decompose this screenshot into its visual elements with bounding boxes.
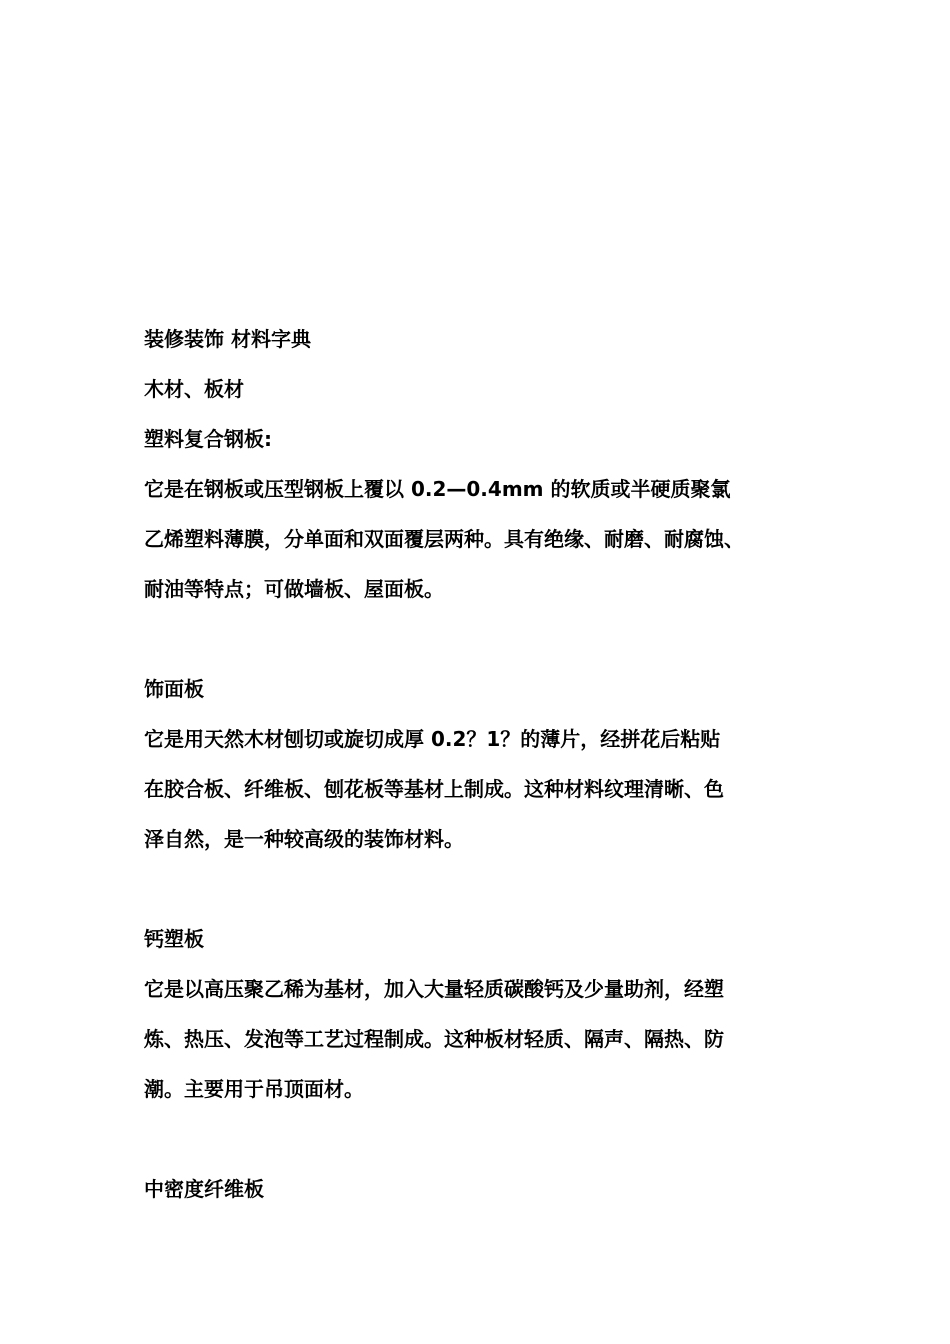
document-body	[144, 314, 834, 1214]
entry-text-line: 乙烯塑料薄膜，分单面和双面覆层两种。具有绝缘、耐磨、耐腐蚀、	[144, 527, 744, 551]
entry-text-line: 炼、热压、发泡等工艺过程制成。这种板材轻质、隔声、隔热、防	[144, 1027, 724, 1051]
entry-heading: 饰面板	[144, 677, 204, 701]
entry-text-line: 耐油等特点；可做墙板、屋面板。	[144, 577, 444, 601]
entry-text-line: 它是在钢板或压型钢板上覆以 0.2—0.4mm 的软质或半硬质聚氯	[144, 477, 731, 501]
entry-mdf	[144, 1164, 834, 1214]
paragraph-spacer	[144, 864, 834, 914]
entry-text-line: 泽自然，是一种较高级的装饰材料。	[144, 827, 464, 851]
entry-text-line: 在胶合板、纤维板、刨花板等基材上制成。这种材料纹理清晰、色	[144, 777, 724, 801]
entry-text-line: 它是用天然木材刨切或旋切成厚 0.2？1？的薄片，经拼花后粘贴	[144, 727, 721, 751]
entry-text-line: 潮。主要用于吊顶面材。	[144, 1077, 364, 1101]
entry-heading: 塑料复合钢板:	[144, 427, 272, 451]
entry-heading: 中密度纤维板	[144, 1177, 264, 1201]
entry-plastic-steel-plate	[144, 414, 834, 614]
paragraph-spacer	[144, 1114, 834, 1164]
section-heading: 木材、板材	[144, 377, 244, 401]
entry-veneer-board	[144, 664, 834, 864]
entry-heading: 钙塑板	[144, 927, 204, 951]
entry-text-line: 它是以高压聚乙稀为基材，加入大量轻质碳酸钙及少量助剂，经塑	[144, 977, 724, 1001]
entry-calcium-plastic-board	[144, 914, 834, 1114]
document-title: 装修装饰 材料字典	[144, 327, 311, 351]
paragraph-spacer	[144, 614, 834, 664]
